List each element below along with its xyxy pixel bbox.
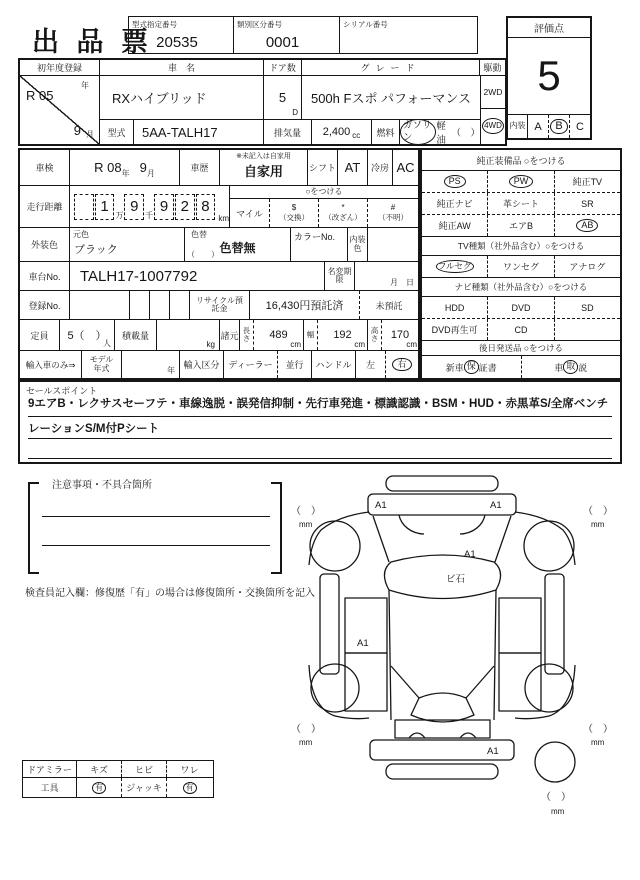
tail-light-right <box>460 733 476 738</box>
mileage-digit-4: 9 <box>154 194 174 220</box>
mileage-digit-2: 1 <box>95 194 115 220</box>
load-label: 積載量 <box>115 320 157 350</box>
mileage-unit: km <box>218 214 229 223</box>
tv-fullseg-selected: フルセグ <box>437 261 472 272</box>
shift-value: AT <box>338 150 368 185</box>
shaken-year-unit: 年 <box>121 169 130 178</box>
class-code-value: 0001 <box>265 34 300 51</box>
jack-label: ジャッキ <box>122 778 167 797</box>
fuel-gasoline-selected: ガソリン <box>400 120 436 144</box>
registration-cell-1 <box>70 291 130 319</box>
recycle-not-deposited: 未預託 <box>375 300 403 311</box>
displacement-cell <box>312 120 372 144</box>
serial-number-box <box>340 16 478 54</box>
dimensions-label: 諸元 <box>220 320 240 350</box>
equip-ab-selected: AB <box>576 219 598 232</box>
ship-warranty <box>422 356 522 378</box>
registration-cell-3 <box>150 291 170 319</box>
tool-label: 工具 <box>23 778 77 797</box>
mileage-label: 走行距離 <box>20 186 70 227</box>
width-value: 192 <box>333 329 352 341</box>
interior-grade-b-selected: B <box>550 119 567 135</box>
mark-dollar: $ <box>291 203 297 212</box>
fuel-other-paren: （ ） <box>451 128 480 139</box>
cabin-right-line <box>494 590 496 720</box>
rear-bumper-bottom <box>386 764 498 779</box>
rear-left-wheel <box>311 664 359 712</box>
capacity-label: 定員 <box>20 320 60 350</box>
shaken-date <box>70 150 180 185</box>
equip-leather: 革シート <box>488 193 554 214</box>
score-label: 評価点 <box>508 18 590 38</box>
sales-points-label: セールスポイント <box>26 386 98 396</box>
base-color-label: 元色 <box>73 230 89 239</box>
length-value: 489 <box>269 329 288 341</box>
import-parallel: 並行 <box>278 351 312 378</box>
ship-later-header: 後日発送品 ○をつける <box>422 341 620 356</box>
shift-label: シフト <box>308 150 338 185</box>
main-detail-block <box>18 148 420 380</box>
bracket-rear-left: （ ） <box>291 724 321 735</box>
bracket-front-left-mm: mm <box>299 520 313 529</box>
import-only-label: 輸入車のみ⇒ <box>20 351 82 378</box>
rename-deadline-date: 月 日 <box>390 278 414 287</box>
registration-no-label: 登録No. <box>20 291 70 319</box>
score-value: 5 <box>537 52 561 99</box>
model-year-cell: 年 <box>122 351 180 378</box>
sales-points-line2: レーションS/M付Pシート <box>28 417 612 439</box>
height-label: 高さ <box>368 320 382 350</box>
drive-2wd: 2WD <box>481 76 505 109</box>
history-value: 自家用 <box>243 164 283 179</box>
handle-right-selected: 右 <box>392 358 411 371</box>
doors-value: 5 <box>278 90 287 105</box>
navi-cd: CD <box>488 319 554 340</box>
sales-points-line1: 9エアB・レクサスセーフテ・車線逸脱・誤発信抑制・先行車発進・標識認識・BSM・HUD・赤黒革S/全席ベンチ <box>28 395 612 417</box>
rear-window <box>411 693 474 722</box>
notes-bracket-right-top <box>271 482 282 484</box>
header-number-boxes <box>128 16 478 54</box>
length-label: 長さ <box>240 320 254 350</box>
ship-manual <box>522 356 621 378</box>
notes-bracket-left-top <box>28 482 39 484</box>
shaken-month-unit: 月 <box>146 169 155 178</box>
mark-hash: # <box>390 203 396 212</box>
rear-quarter-right <box>466 666 494 698</box>
mileage-circle-note: ○をつける <box>230 186 418 199</box>
bracket-front-right: （ ） <box>583 506 613 517</box>
mileage-digit-6: 8 <box>196 194 216 220</box>
tv-oneseg: ワンセグ <box>488 256 554 277</box>
equip-airbag: エアB <box>488 215 554 236</box>
sales-points-block <box>18 380 622 464</box>
manual-suffix: 説 <box>578 362 588 373</box>
bracket-rear-left-mm: mm <box>299 738 313 747</box>
right-rear-door <box>499 653 541 711</box>
bracket-spare: （ ） <box>541 792 571 803</box>
length-cell <box>254 320 304 350</box>
notes-bracket-right-bottom <box>271 572 282 574</box>
height-value: 170 <box>390 329 410 341</box>
displacement-label: 排気量 <box>264 120 312 144</box>
front-right-wheel <box>524 521 574 571</box>
bracket-front-left: （ ） <box>291 506 321 517</box>
front-fender-left <box>309 512 369 565</box>
tool-present-selected: 有 <box>92 782 106 794</box>
mileage-digit-5: 2 <box>175 194 195 220</box>
a-pillar-left <box>373 516 389 562</box>
height-unit: cm <box>406 340 417 349</box>
ac-label: 冷房 <box>368 150 393 185</box>
a-pillar-right <box>495 516 511 562</box>
doors-cell <box>264 76 302 119</box>
registration-cell-2 <box>130 291 150 319</box>
equip-aw: 純正AW <box>422 215 488 236</box>
drive-header: 駆動 <box>483 63 502 73</box>
displacement-value: 2,400 <box>322 126 351 138</box>
serial-number-label: シリアル番号 <box>343 20 388 29</box>
front-fender-right <box>515 512 575 565</box>
height-cell <box>382 320 418 350</box>
displacement-unit: cc <box>352 130 361 140</box>
first-reg-month: 9 <box>73 123 81 138</box>
interior-grade-label: 内装 <box>508 115 528 138</box>
mark-front-bumper-right: A1 <box>490 500 502 511</box>
door-mirror-label: ドアミラー <box>23 761 77 777</box>
model-code-value: 5AA-TALH17 <box>134 120 264 144</box>
equip-ps-selected: PS <box>444 175 466 188</box>
import-class-label: 輸入区分 <box>180 351 224 378</box>
chassis-no-value: TALH17-1007792 <box>70 262 325 290</box>
navi-dvd-play: DVD再生可 <box>422 319 488 340</box>
mark-asterisk-note: （改ざん） <box>324 213 362 222</box>
shaken-label: 車検 <box>20 150 70 185</box>
exterior-color-label: 外装色 <box>20 228 70 261</box>
recycle-deposited: 16,430円預託済 <box>250 291 360 319</box>
mile-label: マイル <box>230 199 270 227</box>
class-code-label: 類別区分番号 <box>237 20 282 29</box>
mark-left-door: A1 <box>357 638 369 649</box>
base-color-cell <box>70 228 185 261</box>
color-no-label: カラーNo. <box>290 228 348 261</box>
grade-value: 500h Fスポ パフォーマンス <box>310 91 472 106</box>
mark-rear-bumper: A1 <box>487 746 499 757</box>
equipment-header: 純正装備品 ○をつける <box>422 150 620 171</box>
notes-line-2 <box>42 545 270 546</box>
doors-header: ドア数 <box>264 60 302 75</box>
mark-hash-note: （不明） <box>378 213 408 222</box>
tail-light-left <box>409 733 425 738</box>
spare-tire <box>535 742 575 782</box>
mileage-mark-exchange <box>270 199 319 227</box>
notes-line-1 <box>42 516 270 517</box>
load-cell <box>157 320 220 350</box>
notes-bracket-left <box>28 482 30 574</box>
load-unit: kg <box>206 340 215 349</box>
rear-right-wheel <box>525 664 573 712</box>
interior-color-label: 内装色 <box>348 228 368 261</box>
drive-4wd-selected: 4WD <box>482 118 504 134</box>
color-change-value: 色替無 <box>219 241 256 255</box>
interior-color-value <box>368 228 418 261</box>
chassis-no-label: 車台No. <box>20 262 70 290</box>
left-side-strip <box>320 574 339 674</box>
tv-type-header: TV種類（社外品含む）○をつける <box>422 237 620 256</box>
doors-unit: D <box>292 108 298 117</box>
sheet-title: 出 品 票 <box>32 27 154 57</box>
class-code-box <box>234 16 340 54</box>
right-front-door <box>499 598 541 653</box>
first-reg-month-unit: 月 <box>86 130 94 139</box>
capacity-cell <box>60 320 115 350</box>
fuel-label: 燃料 <box>372 120 400 144</box>
jack-present-selected: 有 <box>183 782 197 794</box>
model-year-label: モデル年式 <box>82 351 122 378</box>
mileage-sen-unit: 千 <box>145 211 154 220</box>
grade-header: グレード <box>302 60 480 75</box>
registration-cell-4 <box>170 291 190 319</box>
vehicle-block <box>18 58 507 146</box>
cabin-left-line <box>389 590 391 720</box>
navi-dvd: DVD <box>488 297 554 318</box>
wiper-arc-right <box>460 515 485 534</box>
equipment-panel <box>420 148 622 380</box>
bracket-rear-right-mm: mm <box>591 738 605 747</box>
mark-dollar-note: （交換） <box>279 213 309 222</box>
front-bumper-top <box>386 476 498 491</box>
mark-windshield: A1 <box>464 549 476 560</box>
notes-bracket-right <box>280 482 282 574</box>
tail-panel <box>395 720 490 738</box>
equip-pw-selected: PW <box>509 175 534 188</box>
capacity-value: 5（ ） <box>67 330 107 342</box>
first-reg-year-unit: 年 <box>81 81 89 90</box>
mark-glass-chip: ビ石 <box>446 574 466 585</box>
navi-empty <box>555 319 620 340</box>
left-rear-door <box>345 653 387 711</box>
navi-type-header: ナビ種類（社外品含む）○をつける <box>422 278 620 297</box>
car-condition-diagram <box>283 470 623 830</box>
color-change-cell <box>185 228 290 261</box>
navi-sd: SD <box>581 302 594 313</box>
sales-points-line3 <box>28 439 612 459</box>
warranty-prefix: 新車 <box>445 362 464 373</box>
first-reg-header: 初年度登録 <box>20 60 100 75</box>
fuel-diesel: 軽油 <box>436 121 446 144</box>
model-code-label: 型式 <box>100 120 134 144</box>
mark-front-bumper-left: A1 <box>375 500 387 511</box>
notes-label: 注意事項・不具合箇所 <box>52 480 152 491</box>
tv-analog: アナログ <box>569 262 606 272</box>
rename-deadline-label: 名変期限 <box>325 262 355 290</box>
handle-left: 左 <box>356 351 386 378</box>
mileage-digit-3: 9 <box>124 194 144 220</box>
car-name-header: 車 名 <box>100 60 264 75</box>
warranty-suffix: 証書 <box>478 362 497 373</box>
width-label: 幅 <box>304 320 318 350</box>
manual-prefix: 車 <box>554 362 564 373</box>
wiper-arc-left <box>399 515 424 534</box>
width-unit: cm <box>354 340 365 349</box>
equip-tv: 純正TV <box>572 177 603 187</box>
inspector-note: 検査員記入欄：修復歴「有」の場合は修復箇所・交換箇所を記入 <box>25 588 315 599</box>
import-dealer: ディーラー <box>224 351 278 378</box>
windshield <box>384 555 500 599</box>
front-left-wheel <box>310 521 360 571</box>
score-box <box>506 16 592 140</box>
interior-grade-c: C <box>576 120 584 133</box>
equip-sr: SR <box>581 198 594 209</box>
notes-bracket-left-bottom <box>28 572 39 574</box>
car-name-value: RXハイブリッド <box>100 76 264 119</box>
mark-asterisk: * <box>341 203 345 212</box>
fuel-cell <box>400 120 480 144</box>
mileage-mark-tampered <box>319 199 368 227</box>
recycle-label: リサイクル預託金 <box>190 291 250 319</box>
mileage-mark-unknown <box>368 199 418 227</box>
equip-navi: 純正ナビ <box>422 193 488 214</box>
length-unit: cm <box>290 340 301 349</box>
right-side-strip <box>545 574 564 674</box>
navi-hdd: HDD <box>422 297 488 318</box>
width-cell <box>318 320 368 350</box>
shaken-year: R 08 <box>94 160 122 175</box>
bracket-front-right-mm: mm <box>591 520 605 529</box>
shaken-month: 9 <box>139 160 147 175</box>
rear-quarter-left <box>391 666 419 698</box>
mileage-man-unit: 万 <box>115 211 124 220</box>
model-designation-box <box>128 16 234 54</box>
crack-label: ヒビ <box>122 761 167 777</box>
bracket-spare-mm: mm <box>551 807 565 816</box>
warranty-mark-selected: 保 <box>464 360 479 373</box>
color-change-paren: （ ） <box>187 250 219 259</box>
tools-table <box>22 760 214 798</box>
first-reg-cell <box>20 76 100 144</box>
model-designation-value: 20535 <box>156 34 198 51</box>
model-designation-label: 型式指定番号 <box>132 20 177 29</box>
handle-label: ハンドル <box>312 351 356 378</box>
history-note: ※未記入は自家用 <box>236 153 291 160</box>
history-cell <box>220 150 308 185</box>
base-color-value: ブラック <box>74 243 118 256</box>
break-label: ワレ <box>180 764 199 775</box>
manual-mark-selected: 取 <box>563 360 578 373</box>
history-label: 車歴 <box>180 150 220 185</box>
interior-grade-a: A <box>528 115 549 138</box>
mileage-digits <box>70 186 230 227</box>
bracket-rear-right: （ ） <box>583 724 613 735</box>
mileage-digit-1 <box>74 194 94 220</box>
ac-value: AC <box>396 160 415 175</box>
scratch-label: キズ <box>77 761 122 777</box>
first-reg-year: R 05 <box>26 88 54 103</box>
color-change-label: 色替 <box>191 230 207 239</box>
capacity-unit: 人 <box>103 339 111 348</box>
